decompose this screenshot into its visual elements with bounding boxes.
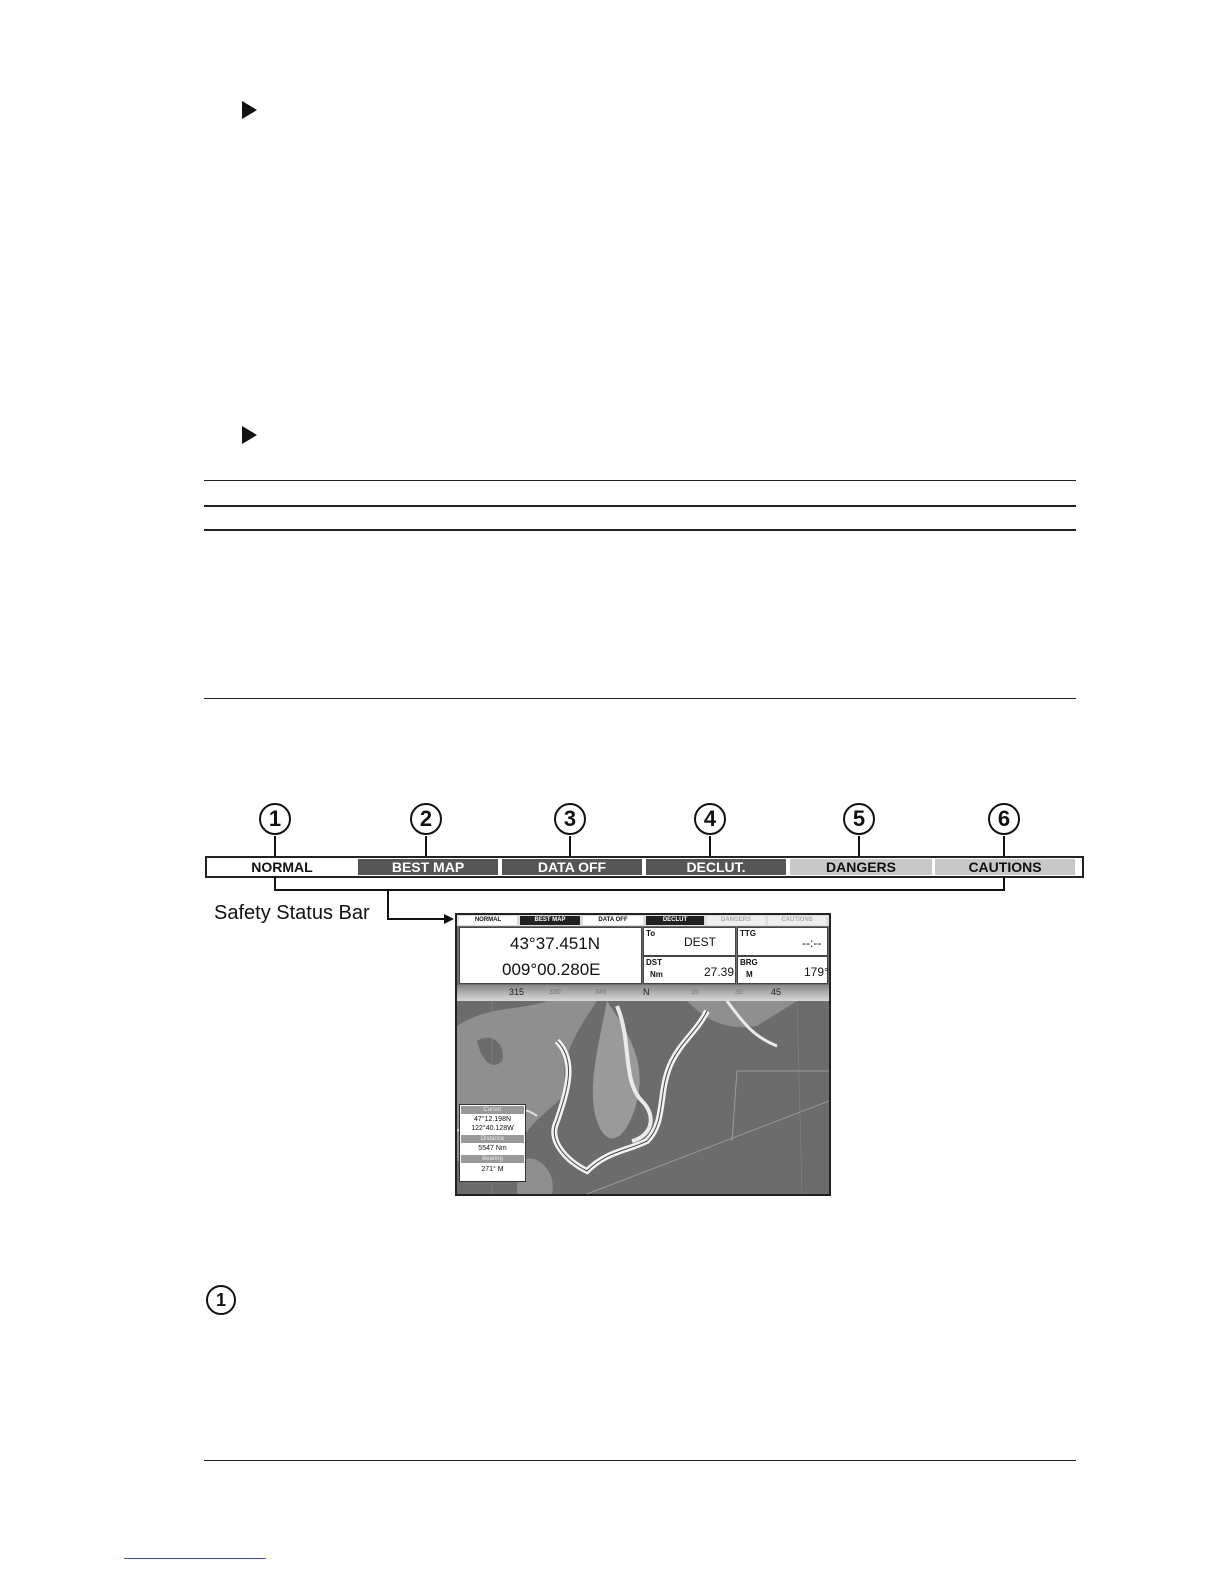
brg-unit: M <box>746 970 753 979</box>
safety-status-bar <box>205 856 1084 878</box>
bracket-bottom <box>274 889 1005 891</box>
callout-stem <box>858 836 860 857</box>
to-panel <box>643 927 736 956</box>
chartplotter-screen <box>455 913 831 1196</box>
longitude: 009°00.280E <box>502 960 601 979</box>
callout-2: 2 <box>410 803 442 835</box>
compass-tick: 15 <box>691 989 699 996</box>
callout-stem <box>709 836 711 857</box>
dst-label: DST <box>646 958 662 967</box>
mini-status-bar <box>457 915 829 926</box>
distance-value: 5547 Nm <box>478 1145 507 1152</box>
distance-header: Distance <box>461 1135 524 1143</box>
mini-status-cautions: CAUTIONS <box>768 916 826 925</box>
compass-tick: 30 <box>735 989 743 996</box>
bearing-value: 271° M <box>481 1166 504 1173</box>
bullet-arrow-icon <box>242 426 257 444</box>
footer-rule <box>204 1460 1076 1461</box>
safety-status-bar-label: Safety Status Bar <box>214 902 370 924</box>
callout-stem <box>569 836 571 857</box>
footnote-marker-1: 1 <box>206 1285 236 1315</box>
bottom-link-underline <box>124 1558 266 1559</box>
table-rule <box>204 480 1076 481</box>
brg-panel <box>737 956 828 984</box>
callout-1: 1 <box>259 803 291 835</box>
compass-tick: N <box>643 987 650 997</box>
callout-stem <box>1003 836 1005 857</box>
compass-tick: 315 <box>509 987 525 997</box>
table-rule <box>204 529 1076 531</box>
pointer-line <box>387 918 445 920</box>
pointer-arrowhead-icon <box>444 914 454 924</box>
dst-unit: Nm <box>650 970 663 979</box>
callout-stem <box>274 836 276 857</box>
cursor-info-box <box>459 1104 526 1182</box>
status-normal: NORMAL <box>208 859 356 875</box>
callout-3: 3 <box>554 803 586 835</box>
bullet-arrow-icon <box>242 101 257 119</box>
callout-6: 6 <box>988 803 1020 835</box>
ttg-panel <box>737 927 828 956</box>
mini-status-declut: DECLUT <box>646 916 704 925</box>
dst-panel <box>643 956 736 984</box>
table-rule <box>204 698 1076 699</box>
cursor-latitude: 47°12.198N <box>473 1116 512 1123</box>
ttg-value: --:-- <box>802 936 822 950</box>
status-dangers: DANGERS <box>790 859 932 875</box>
brg-label: BRG <box>740 958 758 967</box>
callout-stem <box>425 836 427 857</box>
bearing-header: Bearing <box>461 1155 524 1163</box>
status-cautions: CAUTIONS <box>935 859 1075 875</box>
to-value: DEST <box>684 935 717 949</box>
mini-status-data-off: DATA OFF <box>583 916 643 925</box>
mini-status-best-map: BEST MAP <box>520 916 580 925</box>
cursor-longitude: 122°40.128W <box>471 1125 514 1132</box>
compass-tick: 345 <box>595 989 607 996</box>
brg-value: 179° <box>804 965 829 979</box>
compass-strip <box>457 985 829 1001</box>
dst-value: 27.39 <box>704 965 735 979</box>
compass-tick: 330 <box>549 989 561 996</box>
compass-tick: 45 <box>771 987 782 997</box>
ttg-label: TTG <box>740 929 756 938</box>
callout-5: 5 <box>843 803 875 835</box>
callout-4: 4 <box>694 803 726 835</box>
status-data-off: DATA OFF <box>502 859 642 875</box>
cursor-header: Cursor <box>461 1106 524 1114</box>
bracket-drop <box>387 889 389 920</box>
latitude: 43°37.451N <box>510 934 600 953</box>
mini-status-normal: NORMAL <box>459 916 517 925</box>
status-declut: DECLUT. <box>646 859 786 875</box>
table-rule <box>204 505 1076 507</box>
status-best-map: BEST MAP <box>358 859 498 875</box>
position-panel <box>459 927 642 984</box>
mini-status-dangers: DANGERS <box>707 916 765 925</box>
to-label: To <box>646 929 656 938</box>
